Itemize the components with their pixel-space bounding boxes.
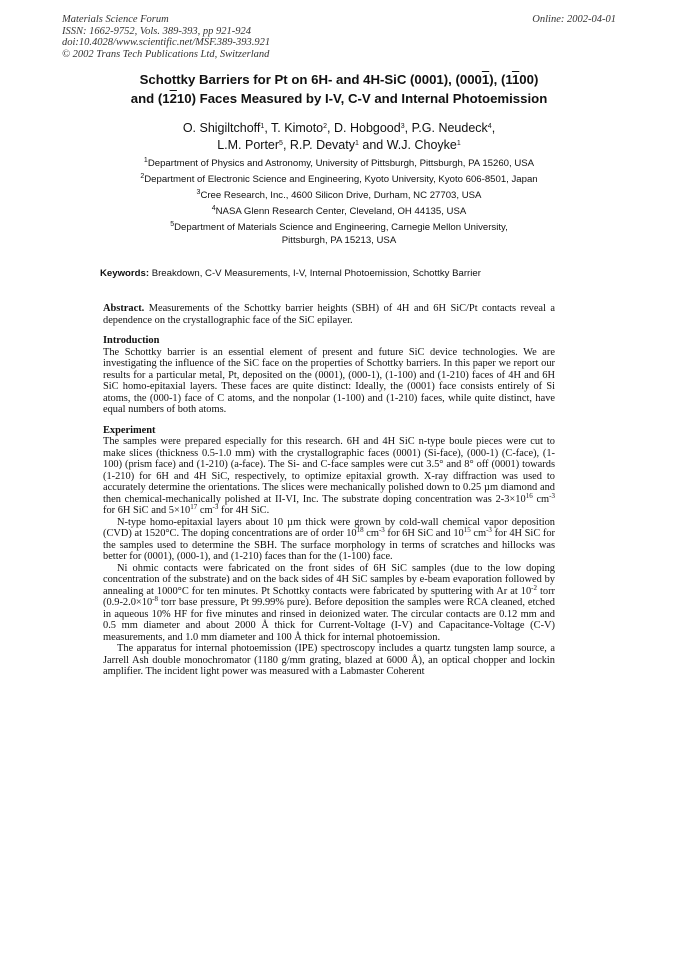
paper-title: Schottky Barriers for Pt on 6H- and 4H-SiC (0001), (0001), (1100) and (1210) Faces Measured by I-V, C-V and Internal Photoemission — [130, 72, 548, 106]
keywords-text: Breakdown, C-V Measurements, I-V, Internal Photoemission, Schottky Barrier — [149, 268, 481, 279]
intro-heading: Introduction — [103, 335, 160, 346]
affiliation: $^2$Department of Electronic Science and Engineering, Kyoto University, Kyoto 606-8501, Japan — [140, 173, 538, 185]
affiliation: $^3$Cree Research, Inc., 4600 Silicon Drive, Durham, NC 27703, USA — [196, 189, 482, 201]
experiment-paragraph: The apparatus for internal photoemission (IPE) spectroscopy includes a quartz tungsten lamp source, a Jarrell Ash double monochromator (1180 g/mm grating, blazed at 6000 Å), an optical chopper and lockin amplifier. The incident light power was measured with a Labmaster Coherent — [103, 643, 555, 677]
affiliation: $^1$Department of Physics and Astronomy, University of Pittsburgh, Pittsburgh, PA 15260, USA — [143, 157, 535, 169]
author-list: O. Shigiltchoff$^1$, T. Kimoto$^2$, D. Hobgood$^3$, P.G. Neudeck$^4$, L.M. Porter$^5$, R.P. Devaty$^1$ and W.J. Choyke$^1$ — [182, 121, 496, 152]
keywords-label: Keywords: — [100, 268, 150, 279]
online-date: Online: 2002-04-01 — [532, 14, 616, 25]
experiment-paragraph: The samples were prepared especially for this research. 6H and 4H SiC n-type boule pieces were cut to make slices (thickness 0.5-1.0 mm) with the crystallographic faces (0001) (Si-face), (000-1) (C-face), (1-100) (prism face) and (1-210) (a-face). The Si- and C-face samples were cut 3.5° and 8° off (0001) towards (1-210) for 6H and 4H SiC, respectively, to optimize epitaxial growth. X-ray diffraction was used to accurately determine the orientations. The slices were mechanically polished down to 0.25 µm diamond and then chemical-mechanically polished at II-VI, Inc. The substrate doping concentration was $2-3\times 10^{16}$ $cm^{-3}$ for 6H SiC and $5\times 10^{17}$ $cm^{-3}$ for 4H SiC. — [103, 436, 555, 516]
intro-text: The Schottky barrier is an essential element of present and future SiC device technologies. We are investigating the influence of the SiC face on the properties of Schottky barriers. In this paper we report our results for a particular metal, Pt, deposited on the (0001), (000-1), (1-100) and (1-210) faces of 4H and 6H SiC homo-epitaxial layers. These faces are quite distinct: Ideally, the (0001) face consists entirely of Si atoms, the (000-1) face of C atoms, and the nonpolar (1-100) and (1-210) faces, while quite distinct, have equal numbers of both atoms. — [103, 346, 555, 415]
paper-body — [103, 303, 555, 678]
doi-line: doi:10.4028/www.scientific.net/MSF.389-393.921 — [62, 37, 271, 48]
keywords — [100, 268, 618, 280]
affiliation: $^4$NASA Glenn Research Center, Cleveland, OH 44135, USA — [211, 205, 467, 217]
issn-line: ISSN: 1662-9752, Vols. 389-393, pp 921-924 — [62, 25, 251, 37]
abstract: Abstract. Measurements of the Schottky barrier heights (SBH) of 4H and 6H SiC/Pt contacts reveal a dependence on the crystallographic face of the SiC epilayer. — [103, 303, 555, 326]
affiliation: $^5$Department of Materials Science and Engineering, Carnegie Mellon University, Pittsburgh, PA 15213, USA — [170, 221, 508, 246]
copyright-line: © 2002 Trans Tech Publications Ltd, Switzerland — [62, 48, 270, 60]
experiment-heading: Experiment — [103, 424, 156, 436]
affiliation-list — [40, 157, 638, 250]
experiment-paragraph: N-type homo-epitaxial layers about 10 µm thick were grown by cold-wall chemical vapor deposition (CVD) at 1520°C. The doping concentrations are of order $10^{18}$ $cm^{-3}$ for 6H SiC and $10^{15}$ $cm^{-3}$ for 4H SiC for the samples used to determine the SBH. The surface morphology in terms of scratches and hillocks was better for (0001), (000-1), and (1-210) faces than for the (1-100) face. — [103, 516, 555, 562]
journal-header — [62, 14, 616, 60]
journal-name: Materials Science Forum — [62, 14, 169, 25]
experiment-paragraph: Ni ohmic contacts were fabricated on the front sides of 6H SiC samples (due to the low doping concentration of the substrate) and on the back sides of 4H SiC samples by e-beam evaporation followed by annealing at 1000°C for ten minutes. Pt Schottky contacts were fabricated by sputtering with Ar at $10^{-2}$ torr ($0.9-2.0\times 10^{-8}$ torr base pressure, Pt 99.99% pure). Before deposition the samples were RCA cleaned, etched in aqueous 10% HF for five minutes and rinsed in deionized water. The circular contacts are 0.12 mm and 0.5 mm diameter and about 2000 Å thick for Current-Voltage (I-V) and Capacitance-Voltage (C-V) measurements, and 1.0 mm diameter and 100 Å thick for internal photoemission. — [103, 562, 556, 643]
